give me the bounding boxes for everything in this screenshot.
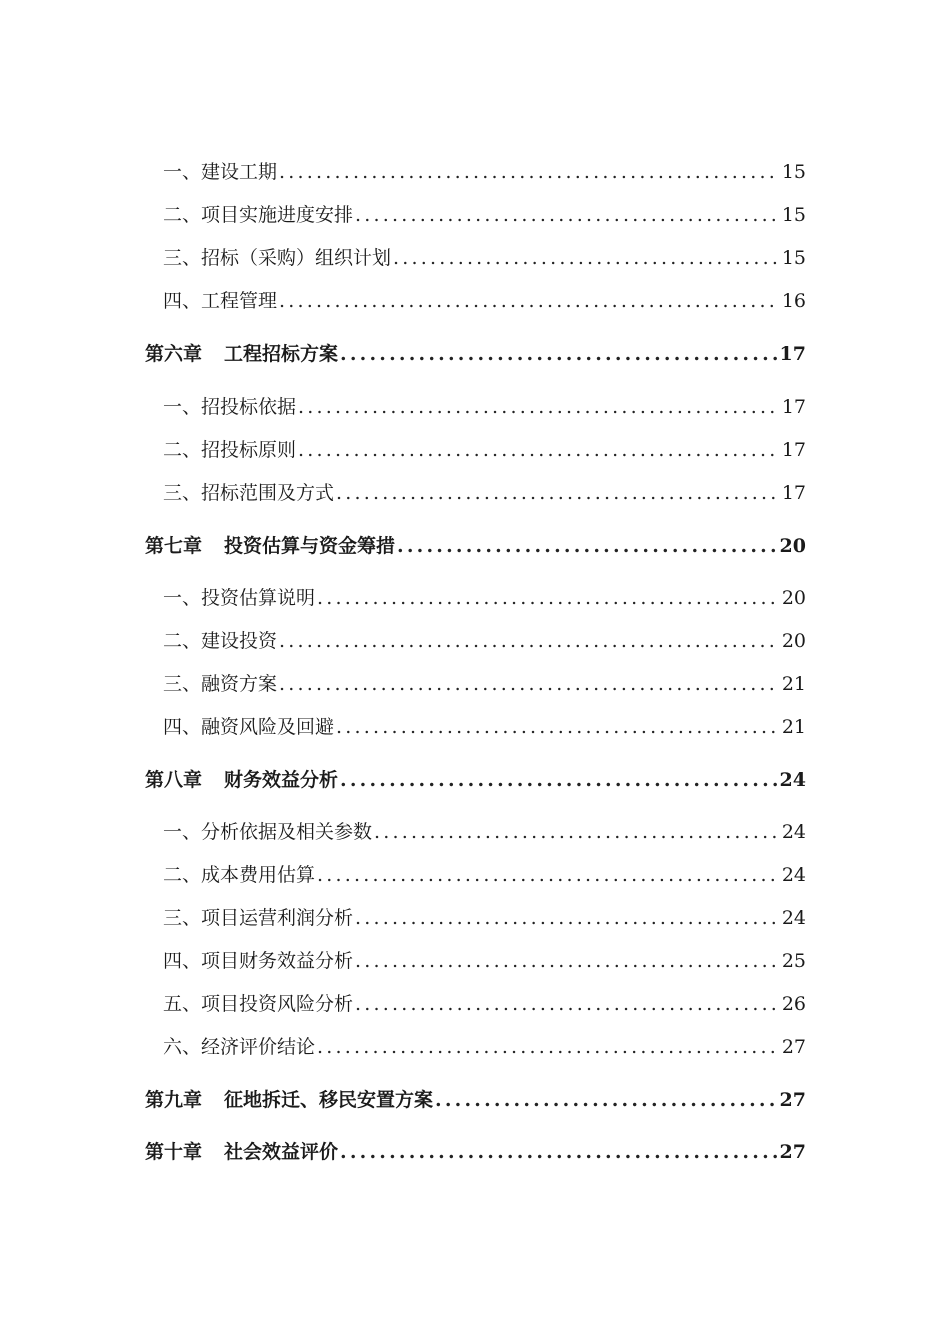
- toc-chapter-entry[interactable]: [145, 531, 806, 561]
- dot-leader: [298, 392, 779, 422]
- toc-entry-title: 建设投资: [201, 630, 278, 652]
- toc-chapter-number: 第八章: [145, 769, 203, 791]
- toc-entry[interactable]: [163, 669, 806, 699]
- toc-entry-page: 24: [781, 864, 806, 886]
- toc-entry-title: 招投标原则: [201, 439, 297, 461]
- toc-entry-title: 分析依据及相关参数: [201, 821, 373, 843]
- toc-entry-title: 项目运营利润分析: [201, 907, 354, 929]
- dot-leader: [374, 817, 779, 847]
- toc-entry[interactable]: [163, 583, 806, 613]
- dot-leader: [279, 669, 779, 699]
- toc-entry[interactable]: [163, 626, 806, 656]
- toc-entry-page: 16: [781, 290, 806, 312]
- dot-leader: [317, 860, 779, 890]
- toc-chapter-entry[interactable]: [145, 765, 806, 795]
- dot-leader: [336, 712, 779, 742]
- dot-leader: [355, 903, 779, 933]
- toc-entry-title: 招投标依据: [201, 396, 297, 418]
- toc-chapter-entry[interactable]: [145, 339, 806, 369]
- dot-leader: [355, 200, 779, 230]
- toc-entry[interactable]: [163, 200, 806, 230]
- toc-entry-number: 四、: [163, 716, 202, 738]
- toc-entry[interactable]: [163, 157, 806, 187]
- toc-chapter-page: 27: [779, 1141, 806, 1163]
- toc-entry-title: 项目投资风险分析: [201, 993, 354, 1015]
- toc-entry-page: 21: [781, 673, 806, 695]
- toc-entry-number: 一、: [163, 821, 202, 843]
- toc-entry-number: 一、: [163, 396, 202, 418]
- toc-entry-page: 20: [781, 630, 806, 652]
- toc-chapter-title: 社会效益评价: [224, 1141, 339, 1163]
- toc-chapter-number: 第六章: [145, 343, 203, 365]
- toc-chapter-title: 财务效益分析: [224, 769, 339, 791]
- toc-entry[interactable]: [163, 903, 806, 933]
- dot-leader: [279, 626, 779, 656]
- toc-entry-number: 二、: [163, 439, 202, 461]
- dot-leader: [336, 478, 779, 508]
- toc-entry-page: 15: [781, 204, 806, 226]
- dot-leader: [435, 1085, 777, 1115]
- toc-entry-number: 一、: [163, 161, 202, 183]
- dot-leader: [340, 339, 777, 369]
- toc-entry[interactable]: [163, 989, 806, 1019]
- toc-entry-page: 20: [781, 587, 806, 609]
- toc-entry-page: 26: [781, 993, 806, 1015]
- toc-chapter-title: 投资估算与资金筹措: [224, 535, 396, 557]
- toc-entry[interactable]: [163, 946, 806, 976]
- toc-entry[interactable]: [163, 712, 806, 742]
- toc-entry[interactable]: [163, 392, 806, 422]
- toc-entry-page: 15: [781, 247, 806, 269]
- dot-leader: [317, 583, 779, 613]
- dot-leader: [317, 1032, 779, 1062]
- toc-chapter-entry[interactable]: [145, 1137, 806, 1167]
- toc-chapter-page: 20: [779, 535, 806, 557]
- toc-entry-title: 投资估算说明: [201, 587, 316, 609]
- toc-entry-page: 24: [781, 907, 806, 929]
- toc-chapter-page: 27: [779, 1089, 806, 1111]
- dot-leader: [355, 989, 779, 1019]
- toc-entry-title: 招标（采购）组织计划: [201, 247, 392, 269]
- toc-entry[interactable]: [163, 817, 806, 847]
- toc-entry-number: 六、: [163, 1036, 202, 1058]
- toc-chapter-entry[interactable]: [145, 1085, 806, 1115]
- toc-entry-number: 四、: [163, 290, 202, 312]
- dot-leader: [279, 157, 779, 187]
- toc-entry-page: 17: [781, 482, 806, 504]
- toc-chapter-title: 工程招标方案: [224, 343, 339, 365]
- toc-entry-number: 三、: [163, 247, 202, 269]
- toc-chapter-number: 第七章: [145, 535, 203, 557]
- toc-entry-number: 五、: [163, 993, 202, 1015]
- toc-entry-title: 融资方案: [201, 673, 278, 695]
- dot-leader: [397, 531, 777, 561]
- toc-entry-number: 一、: [163, 587, 202, 609]
- toc-chapter-number: 第九章: [145, 1089, 203, 1111]
- toc-entry-title: 成本费用估算: [201, 864, 316, 886]
- toc-entry-page: 27: [781, 1036, 806, 1058]
- toc-entry-page: 24: [781, 821, 806, 843]
- toc-entry-number: 三、: [163, 482, 202, 504]
- toc-entry-title: 融资风险及回避: [201, 716, 335, 738]
- dot-leader: [355, 946, 779, 976]
- dot-leader: [279, 286, 779, 316]
- toc-entry-number: 二、: [163, 204, 202, 226]
- toc-entry[interactable]: [163, 243, 806, 273]
- toc-entry-title: 招标范围及方式: [201, 482, 335, 504]
- toc-entry-number: 二、: [163, 630, 202, 652]
- toc-chapter-page: 24: [779, 769, 806, 791]
- toc-entry-page: 17: [781, 396, 806, 418]
- toc-entry[interactable]: [163, 1032, 806, 1062]
- toc-chapter-number: 第十章: [145, 1141, 203, 1163]
- toc-entry-number: 四、: [163, 950, 202, 972]
- dot-leader: [340, 765, 777, 795]
- toc-entry-page: 17: [781, 439, 806, 461]
- toc-chapter-title: 征地拆迁、移民安置方案: [224, 1089, 434, 1111]
- toc-entry-number: 三、: [163, 673, 202, 695]
- toc-entry-title: 项目实施进度安排: [201, 204, 354, 226]
- toc-entry[interactable]: [163, 286, 806, 316]
- toc-entry-title: 项目财务效益分析: [201, 950, 354, 972]
- toc-entry[interactable]: [163, 860, 806, 890]
- toc-entry-title: 工程管理: [201, 290, 278, 312]
- toc-chapter-page: 17: [779, 343, 806, 365]
- toc-entry-title: 建设工期: [201, 161, 278, 183]
- toc-entry-page: 25: [781, 950, 806, 972]
- toc-entry-number: 二、: [163, 864, 202, 886]
- toc-entry-page: 21: [781, 716, 806, 738]
- toc-entry[interactable]: [163, 435, 806, 465]
- toc-entry-page: 15: [781, 161, 806, 183]
- dot-leader: [393, 243, 779, 273]
- toc-entry-number: 三、: [163, 907, 202, 929]
- toc-entry-title: 经济评价结论: [201, 1036, 316, 1058]
- toc-entry[interactable]: [163, 478, 806, 508]
- dot-leader: [340, 1137, 777, 1167]
- dot-leader: [298, 435, 779, 465]
